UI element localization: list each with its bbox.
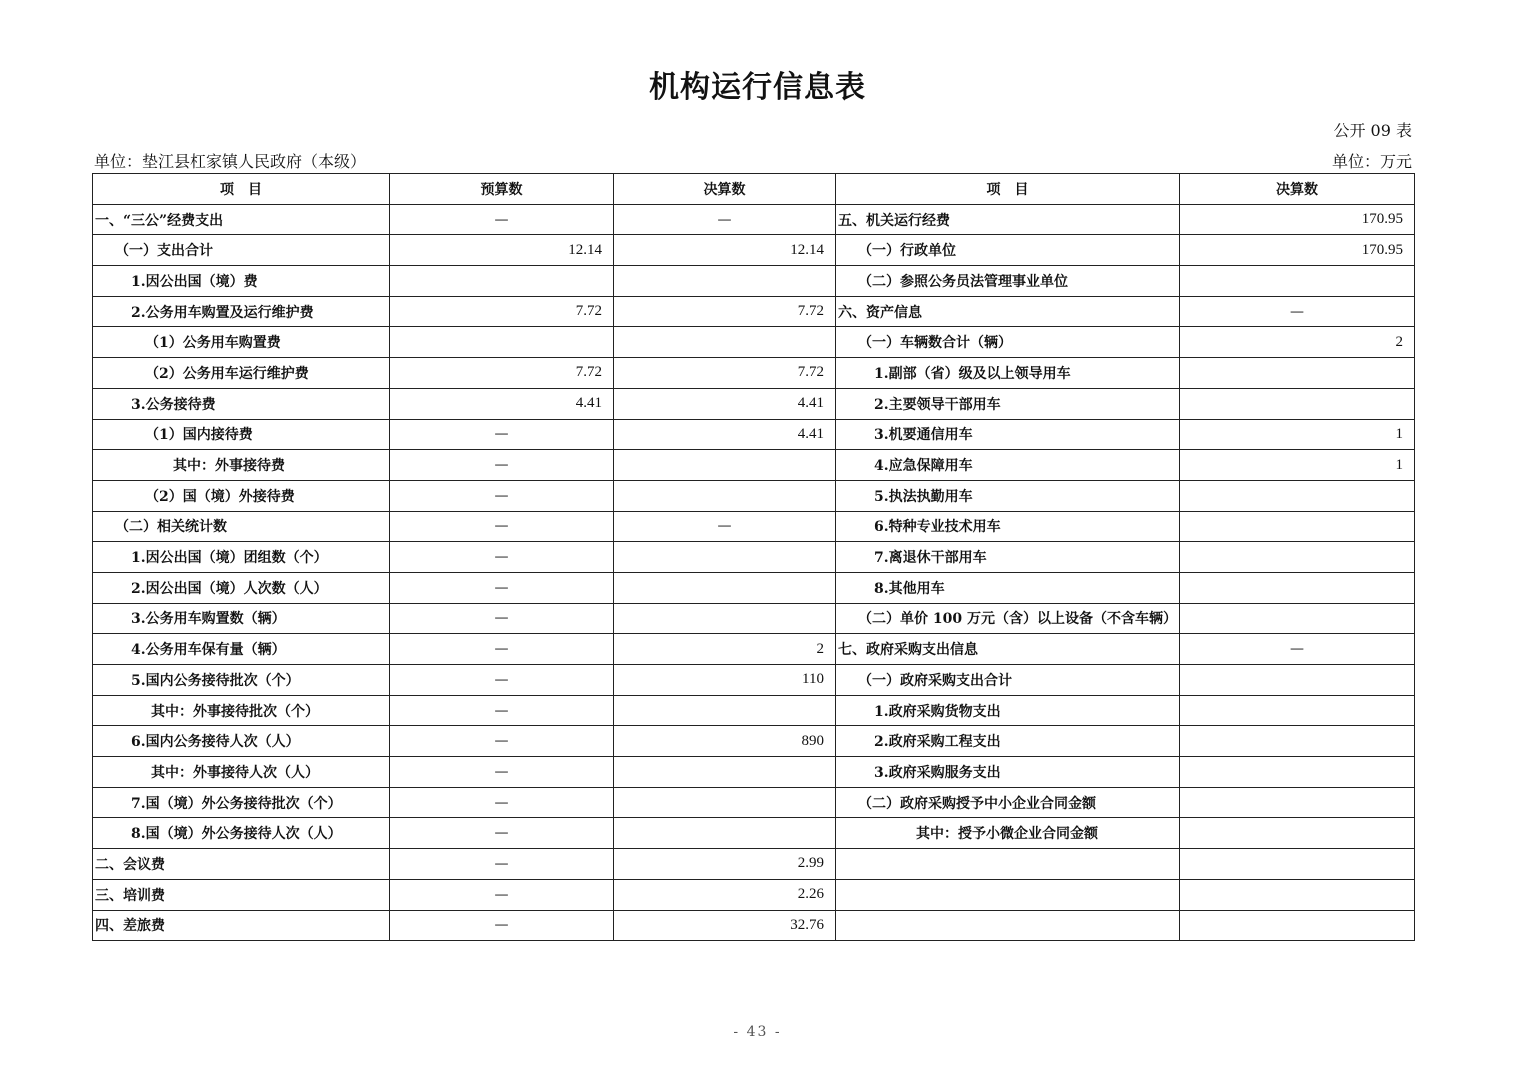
header-final-left: 决算数	[614, 174, 836, 205]
table-row	[93, 511, 1415, 542]
table-row	[93, 296, 1415, 327]
budget-value: —	[390, 603, 614, 634]
left-item-label: 一、“三公”经费支出	[93, 204, 390, 235]
budget-value: —	[390, 757, 614, 788]
right-item-label: （一）行政单位	[836, 235, 1180, 266]
final-value-left: 2.99	[614, 849, 836, 880]
table-row	[93, 787, 1415, 818]
final-value-right	[1180, 358, 1415, 389]
final-value-right	[1180, 266, 1415, 297]
final-value-left: 110	[614, 665, 836, 696]
right-item-label: 5.执法执勤用车	[836, 480, 1180, 511]
table-row	[93, 419, 1415, 450]
right-item-label: 2.主要领导干部用车	[836, 388, 1180, 419]
budget-value: —	[390, 634, 614, 665]
header-item-left: 项 目	[93, 174, 390, 205]
budget-value: —	[390, 450, 614, 481]
table-row	[93, 235, 1415, 266]
left-item-label: （2）国（境）外接待费	[93, 480, 390, 511]
right-item-label: 4.应急保障用车	[836, 450, 1180, 481]
header-budget: 预算数	[390, 174, 614, 205]
table-row	[93, 726, 1415, 757]
budget-value: —	[390, 849, 614, 880]
left-item-label: 7.国（境）外公务接待批次（个）	[93, 787, 390, 818]
budget-value: —	[390, 419, 614, 450]
final-value-right	[1180, 511, 1415, 542]
final-value-left	[614, 757, 836, 788]
reporting-unit: 单位：垫江县杠家镇人民政府（本级）	[94, 152, 367, 171]
info-table	[92, 173, 1415, 941]
budget-value: —	[390, 879, 614, 910]
budget-value: —	[390, 204, 614, 235]
final-value-left: 2.26	[614, 879, 836, 910]
final-value-right	[1180, 665, 1415, 696]
table-row	[93, 603, 1415, 634]
table-row	[93, 542, 1415, 573]
final-value-right	[1180, 910, 1415, 941]
right-item-label: 3.政府采购服务支出	[836, 757, 1180, 788]
table-row	[93, 388, 1415, 419]
final-value-left	[614, 787, 836, 818]
budget-value: —	[390, 480, 614, 511]
left-item-label: 四、差旅费	[93, 910, 390, 941]
left-item-label: 3.公务用车购置数（辆）	[93, 603, 390, 634]
left-item-label: （1）公务用车购置费	[93, 327, 390, 358]
final-value-right: 170.95	[1180, 204, 1415, 235]
right-item-label: 6.特种专业技术用车	[836, 511, 1180, 542]
table-row	[93, 204, 1415, 235]
page-number: - 43 -	[733, 1024, 782, 1040]
left-item-label: 4.公务用车保有量（辆）	[93, 634, 390, 665]
budget-value: —	[390, 665, 614, 696]
left-item-label: 三、培训费	[93, 879, 390, 910]
left-item-label: （1）国内接待费	[93, 419, 390, 450]
right-item-label: （一）政府采购支出合计	[836, 665, 1180, 696]
budget-value: —	[390, 511, 614, 542]
right-item-label: 其中：授予小微企业合同金额	[836, 818, 1180, 849]
final-value-left: —	[614, 511, 836, 542]
budget-value: —	[390, 910, 614, 941]
budget-value: —	[390, 572, 614, 603]
right-item-label: （二）单价 100 万元（含）以上设备（不含车辆）	[836, 603, 1180, 634]
table-row	[93, 910, 1415, 941]
budget-value: 7.72	[390, 358, 614, 389]
left-item-label: （一）支出合计	[93, 235, 390, 266]
final-value-left	[614, 542, 836, 573]
left-item-label: （2）公务用车运行维护费	[93, 358, 390, 389]
final-value-left: 7.72	[614, 358, 836, 389]
right-item-label	[836, 910, 1180, 941]
table-row	[93, 634, 1415, 665]
final-value-left: 32.76	[614, 910, 836, 941]
final-value-left: 4.41	[614, 388, 836, 419]
final-value-right	[1180, 787, 1415, 818]
final-value-left: 2	[614, 634, 836, 665]
left-item-label: 二、会议费	[93, 849, 390, 880]
right-item-label: 8.其他用车	[836, 572, 1180, 603]
form-number: 公开 09 表	[1333, 121, 1412, 140]
header-item-right: 项 目	[836, 174, 1180, 205]
table-row	[93, 665, 1415, 696]
budget-value: —	[390, 542, 614, 573]
left-item-label: 1.因公出国（境）团组数（个）	[93, 542, 390, 573]
right-item-label: （二）参照公务员法管理事业单位	[836, 266, 1180, 297]
table-row	[93, 879, 1415, 910]
final-value-right: 1	[1180, 419, 1415, 450]
currency-unit: 单位：万元	[1331, 152, 1412, 171]
final-value-right	[1180, 480, 1415, 511]
table-row	[93, 450, 1415, 481]
left-item-label: 1.因公出国（境）费	[93, 266, 390, 297]
right-item-label: 1.政府采购货物支出	[836, 695, 1180, 726]
budget-value: 7.72	[390, 296, 614, 327]
table-row	[93, 266, 1415, 297]
budget-value: —	[390, 726, 614, 757]
final-value-right	[1180, 849, 1415, 880]
final-value-left	[614, 480, 836, 511]
left-item-label: 6.国内公务接待人次（人）	[93, 726, 390, 757]
final-value-right: 2	[1180, 327, 1415, 358]
budget-value	[390, 327, 614, 358]
final-value-right: 1	[1180, 450, 1415, 481]
right-item-label: （一）车辆数合计（辆）	[836, 327, 1180, 358]
final-value-right: —	[1180, 296, 1415, 327]
right-item-label: 七、政府采购支出信息	[836, 634, 1180, 665]
final-value-right	[1180, 726, 1415, 757]
final-value-left	[614, 572, 836, 603]
final-value-left: 4.41	[614, 419, 836, 450]
final-value-left	[614, 327, 836, 358]
left-item-label: 2.公务用车购置及运行维护费	[93, 296, 390, 327]
final-value-left: 890	[614, 726, 836, 757]
header-final-right: 决算数	[1180, 174, 1415, 205]
right-item-label: 7.离退休干部用车	[836, 542, 1180, 573]
left-item-label: 5.国内公务接待批次（个）	[93, 665, 390, 696]
final-value-left	[614, 266, 836, 297]
final-value-left	[614, 695, 836, 726]
table-row	[93, 572, 1415, 603]
right-item-label: 六、资产信息	[836, 296, 1180, 327]
budget-value: 4.41	[390, 388, 614, 419]
left-item-label: 其中：外事接待费	[93, 450, 390, 481]
final-value-left	[614, 818, 836, 849]
right-item-label: 3.机要通信用车	[836, 419, 1180, 450]
final-value-right	[1180, 388, 1415, 419]
right-item-label: 2.政府采购工程支出	[836, 726, 1180, 757]
table-row	[93, 358, 1415, 389]
right-item-label	[836, 879, 1180, 910]
final-value-left: 7.72	[614, 296, 836, 327]
left-item-label: 8.国（境）外公务接待人次（人）	[93, 818, 390, 849]
final-value-right	[1180, 757, 1415, 788]
table-row	[93, 695, 1415, 726]
final-value-left: —	[614, 204, 836, 235]
budget-value: —	[390, 818, 614, 849]
header-row	[93, 174, 1415, 205]
budget-value: —	[390, 695, 614, 726]
right-item-label: 1.副部（省）级及以上领导用车	[836, 358, 1180, 389]
right-item-label: （二）政府采购授予中小企业合同金额	[836, 787, 1180, 818]
final-value-left	[614, 450, 836, 481]
final-value-right	[1180, 603, 1415, 634]
table-row	[93, 480, 1415, 511]
budget-value: —	[390, 787, 614, 818]
left-item-label: 3.公务接待费	[93, 388, 390, 419]
right-item-label	[836, 849, 1180, 880]
final-value-right: 170.95	[1180, 235, 1415, 266]
budget-value: 12.14	[390, 235, 614, 266]
final-value-right	[1180, 695, 1415, 726]
page-title: 机构运行信息表	[649, 70, 866, 105]
table-row	[93, 818, 1415, 849]
left-item-label: 其中：外事接待批次（个）	[93, 695, 390, 726]
table-row	[93, 849, 1415, 880]
final-value-left: 12.14	[614, 235, 836, 266]
table-row	[93, 757, 1415, 788]
final-value-left	[614, 603, 836, 634]
left-item-label: （二）相关统计数	[93, 511, 390, 542]
final-value-right: —	[1180, 634, 1415, 665]
left-item-label: 其中：外事接待人次（人）	[93, 757, 390, 788]
right-item-label: 五、机关运行经费	[836, 204, 1180, 235]
final-value-right	[1180, 879, 1415, 910]
left-item-label: 2.因公出国（境）人次数（人）	[93, 572, 390, 603]
budget-value	[390, 266, 614, 297]
table-row	[93, 327, 1415, 358]
final-value-right	[1180, 542, 1415, 573]
final-value-right	[1180, 572, 1415, 603]
final-value-right	[1180, 818, 1415, 849]
